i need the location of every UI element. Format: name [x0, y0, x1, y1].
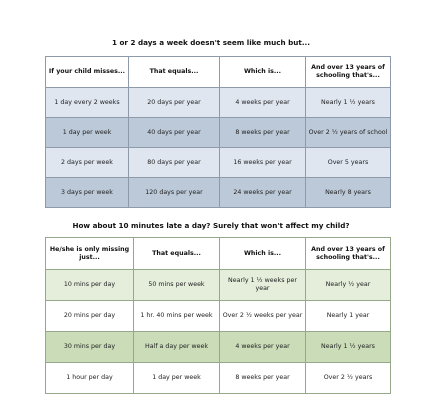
table-cell: 50 mins per week: [134, 270, 220, 301]
table-cell: Nearly 1 ½ weeks per year: [220, 270, 306, 301]
table-row: [46, 178, 391, 208]
table-cell: 3 days per week: [46, 178, 129, 208]
table-cell: 20 days per year: [129, 88, 220, 118]
table-cell: 4 weeks per year: [220, 88, 306, 118]
table-cell: 10 mins per day: [46, 270, 134, 301]
table-cell: 1 hour per day: [46, 363, 134, 394]
table-header-row: [46, 238, 391, 270]
table-cell: 24 weeks per year: [220, 178, 306, 208]
table-cell: Over 2 ½ weeks per year: [220, 301, 306, 332]
table-cell: Half a day per week: [134, 332, 220, 363]
heading-days-missed: 1 or 2 days a week doesn't seem like much but...: [111, 38, 311, 47]
table-row: [46, 118, 391, 148]
table-cell: Nearly ½ year: [306, 270, 391, 301]
table-row: [46, 301, 391, 332]
table-cell: 8 weeks per year: [220, 363, 306, 394]
table-cell: 1 day every 2 weeks: [46, 88, 129, 118]
table-row: [46, 148, 391, 178]
column-header: If your child misses...: [46, 57, 129, 88]
table-cell: 2 days per week: [46, 148, 129, 178]
table-cell: Nearly 1 year: [306, 301, 391, 332]
heading-minutes-late: How about 10 minutes late a day? Surely that won't affect my child?: [72, 221, 350, 230]
table-header-row: [46, 57, 391, 88]
column-header: That equals...: [129, 57, 220, 88]
table-cell: 4 weeks per year: [220, 332, 306, 363]
table-cell: 8 weeks per year: [220, 118, 306, 148]
table-cell: 16 weeks per year: [220, 148, 306, 178]
table-row: [46, 88, 391, 118]
table-row: [46, 332, 391, 363]
table-cell: Over 2 ½ years of school: [306, 118, 391, 148]
table-cell: 1 day per week: [46, 118, 129, 148]
table-cell: 40 days per year: [129, 118, 220, 148]
table-cell: Nearly 8 years: [306, 178, 391, 208]
table-cell: 30 mins per day: [46, 332, 134, 363]
column-header: And over 13 years of schooling that's...: [306, 57, 391, 88]
table-cell: Over 5 years: [306, 148, 391, 178]
table-cell: Over 2 ½ years: [306, 363, 391, 394]
table-cell: Nearly 1 ½ years: [306, 332, 391, 363]
table-cell: 120 days per year: [129, 178, 220, 208]
table-row: [46, 270, 391, 301]
column-header: He/she is only missing just...: [46, 238, 134, 270]
table-cell: 20 mins per day: [46, 301, 134, 332]
table-cell: 1 day per week: [134, 363, 220, 394]
column-header: Which is...: [220, 238, 306, 270]
column-header: And over 13 years of schooling that's...: [306, 238, 391, 270]
table-cell: 1 hr. 40 mins per week: [134, 301, 220, 332]
table-minutes-late: [45, 237, 391, 394]
table-days-missed: [45, 56, 391, 208]
table-cell: Nearly 1 ½ years: [306, 88, 391, 118]
table-cell: 80 days per year: [129, 148, 220, 178]
column-header: That equals...: [134, 238, 220, 270]
table-row: [46, 363, 391, 394]
column-header: Which is...: [220, 57, 306, 88]
